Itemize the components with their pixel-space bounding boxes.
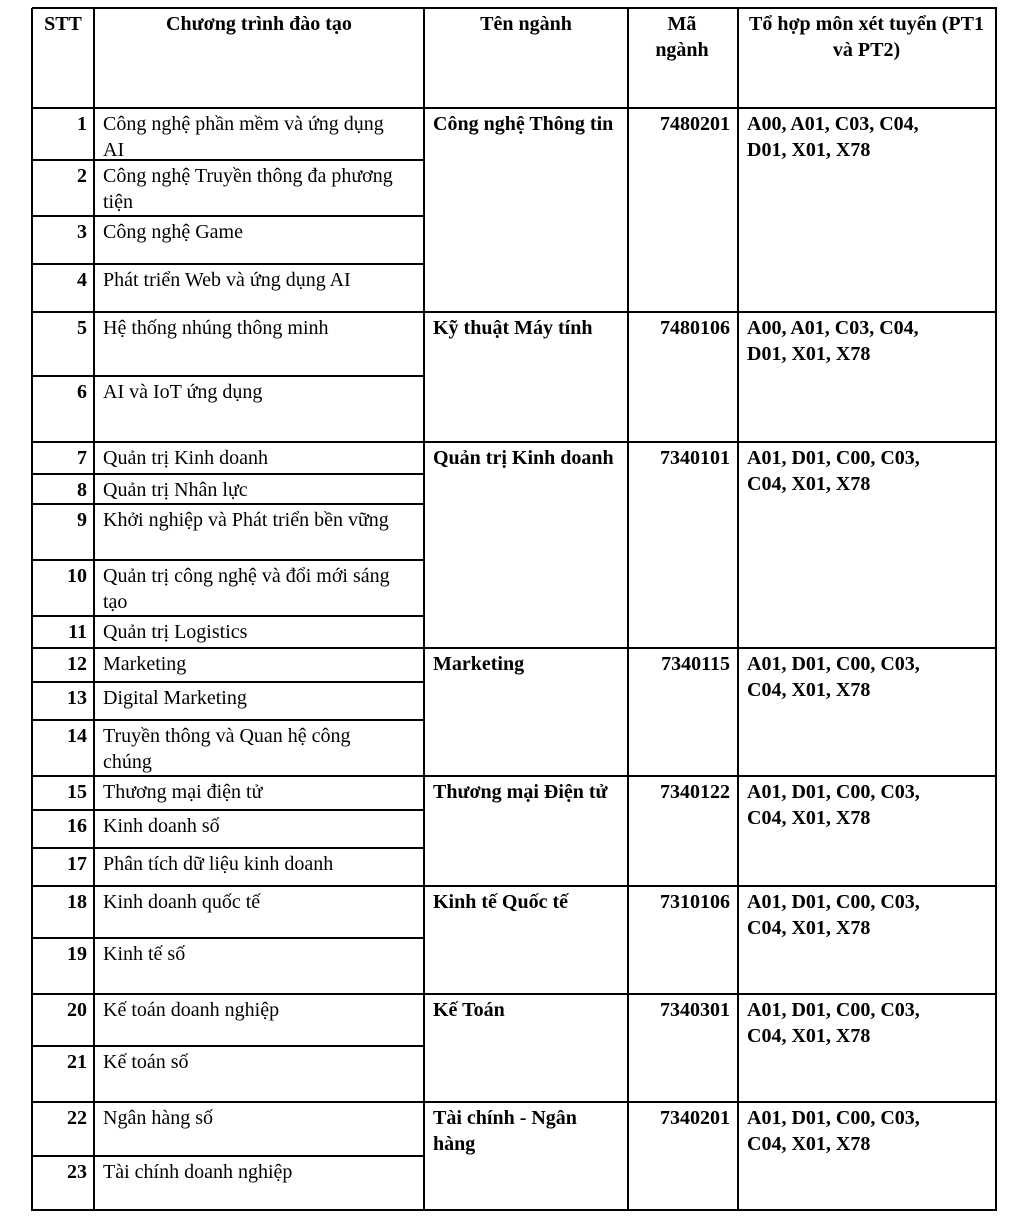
major-code-cell: 7340301: [660, 999, 730, 1021]
stt-cell: 21: [67, 1051, 87, 1073]
table-rule-v: [93, 8, 95, 1211]
stt-cell: 16: [67, 815, 87, 837]
stt-cell: 11: [68, 621, 87, 643]
major-code-cell: 7310106: [660, 891, 730, 913]
program-name-cell: Quản trị Nhân lực: [103, 479, 248, 501]
program-name-cell: Kế toán số: [103, 1051, 189, 1073]
combo-cell: A00, A01, C03, C04, D01, X01, X78: [747, 317, 919, 365]
program-name-cell: Ngân hàng số: [103, 1107, 213, 1129]
table-rule-h: [32, 719, 425, 721]
table-rule-h: [32, 775, 997, 777]
major-code-cell: 7340115: [661, 653, 730, 675]
combo-cell: A01, D01, C00, C03, C04, X01, X78: [747, 891, 920, 939]
stt-cell: 15: [67, 781, 87, 803]
stt-cell: 10: [67, 565, 87, 587]
major-name-cell: Kinh tế Quốc tế: [433, 891, 568, 913]
table-rule-v: [423, 8, 425, 1211]
major-name-cell: Kế Toán: [433, 999, 505, 1021]
table-rule-h: [32, 937, 425, 939]
combo-cell: A00, A01, C03, C04, D01, X01, X78: [747, 113, 919, 161]
program-name-cell: Công nghệ Game: [103, 221, 243, 243]
program-name-cell: Kế toán doanh nghiệp: [103, 999, 280, 1021]
header-code: Mã ngành: [655, 13, 709, 61]
stt-cell: 22: [67, 1107, 87, 1129]
stt-cell: 9: [77, 509, 87, 531]
program-name-cell: Phân tích dữ liệu kinh doanh: [103, 853, 334, 875]
stt-cell: 19: [67, 943, 87, 965]
stt-cell: 20: [67, 999, 87, 1021]
header-program: Chương trình đào tạo: [166, 13, 352, 35]
program-name-cell: Tài chính doanh nghiệp: [103, 1161, 293, 1183]
table-rule-h: [32, 559, 425, 561]
major-name-cell: Marketing: [433, 653, 525, 675]
stt-cell: 3: [77, 221, 87, 243]
major-name-cell: Thương mại Điện tử: [433, 781, 608, 803]
program-name-cell: Marketing: [103, 653, 187, 675]
program-name-cell: Phát triển Web và ứng dụng AI: [103, 269, 351, 291]
table-rule-h: [32, 615, 425, 617]
program-name-cell: AI và IoT ứng dụng: [103, 381, 263, 403]
table-rule-h: [32, 107, 997, 109]
program-name-cell: Quản trị Logistics: [103, 621, 248, 643]
header-stt: STT: [44, 13, 82, 35]
stt-cell: 12: [67, 653, 87, 675]
stt-cell: 18: [67, 891, 87, 913]
table-rule-h: [32, 473, 425, 475]
stt-cell: 17: [67, 853, 87, 875]
major-code-cell: 7480201: [660, 113, 730, 135]
header-major: Tên ngành: [480, 13, 572, 35]
table-rule-h: [32, 1209, 997, 1211]
table-rule-h: [32, 847, 425, 849]
program-name-cell: Hệ thống nhúng thông minh: [103, 317, 329, 339]
program-name-cell: Kinh tế số: [103, 943, 186, 965]
major-name-cell: Tài chính - Ngân hàng: [433, 1107, 577, 1155]
stt-cell: 8: [77, 479, 87, 501]
program-name-cell: Thương mại điện tử: [103, 781, 263, 803]
table-rule-h: [32, 375, 425, 377]
program-name-cell: Kinh doanh quốc tế: [103, 891, 261, 913]
table-rule-h: [32, 1155, 425, 1157]
major-name-cell: Quản trị Kinh doanh: [433, 447, 614, 469]
program-name-cell: Kinh doanh số: [103, 815, 220, 837]
table-rule-h: [32, 503, 425, 505]
table-rule-v: [737, 8, 739, 1211]
header-combo: Tổ hợp môn xét tuyển (PT1 và PT2): [749, 13, 984, 61]
program-name-cell: Digital Marketing: [103, 687, 247, 709]
stt-cell: 13: [67, 687, 87, 709]
major-name-cell: Công nghệ Thông tin: [433, 113, 614, 135]
stt-cell: 14: [67, 725, 87, 747]
program-name-cell: Khởi nghiệp và Phát triển bền vững: [103, 509, 389, 531]
table-rule-h: [32, 647, 997, 649]
stt-cell: 23: [67, 1161, 87, 1183]
table-rule-v: [995, 8, 997, 1211]
stt-cell: 4: [77, 269, 87, 291]
combo-cell: A01, D01, C00, C03, C04, X01, X78: [747, 999, 920, 1047]
stt-cell: 2: [77, 165, 87, 187]
table-rule-h: [32, 1101, 997, 1103]
table-rule-h: [32, 215, 425, 217]
table-rule-h: [32, 441, 997, 443]
combo-cell: A01, D01, C00, C03, C04, X01, X78: [747, 1107, 920, 1155]
major-name-cell: Kỹ thuật Máy tính: [433, 317, 593, 339]
table-rule-h: [32, 1045, 425, 1047]
table-rule-h: [32, 263, 425, 265]
stt-cell: 1: [77, 113, 87, 135]
combo-cell: A01, D01, C00, C03, C04, X01, X78: [747, 781, 920, 829]
major-code-cell: 7340101: [660, 447, 730, 469]
program-name-cell: Công nghệ phần mềm và ứng dụng AI: [103, 113, 384, 161]
combo-cell: A01, D01, C00, C03, C04, X01, X78: [747, 447, 920, 495]
table-rule-h: [32, 7, 997, 9]
table-rule-v: [31, 8, 33, 1211]
table-rule-v: [627, 8, 629, 1211]
table-rule-h: [32, 809, 425, 811]
stt-cell: 5: [77, 317, 87, 339]
stt-cell: 7: [77, 447, 87, 469]
major-code-cell: 7340122: [660, 781, 730, 803]
major-code-cell: 7480106: [660, 317, 730, 339]
combo-cell: A01, D01, C00, C03, C04, X01, X78: [747, 653, 920, 701]
program-name-cell: Quản trị Kinh doanh: [103, 447, 268, 469]
table-rule-h: [32, 885, 997, 887]
program-name-cell: Công nghệ Truyền thông đa phương tiện: [103, 165, 393, 213]
table-rule-h: [32, 311, 997, 313]
program-name-cell: Quản trị công nghệ và đổi mới sáng tạo: [103, 565, 390, 613]
table-rule-h: [32, 993, 997, 995]
stt-cell: 6: [77, 381, 87, 403]
program-name-cell: Truyền thông và Quan hệ công chúng: [103, 725, 351, 773]
table-rule-h: [32, 681, 425, 683]
major-code-cell: 7340201: [660, 1107, 730, 1129]
